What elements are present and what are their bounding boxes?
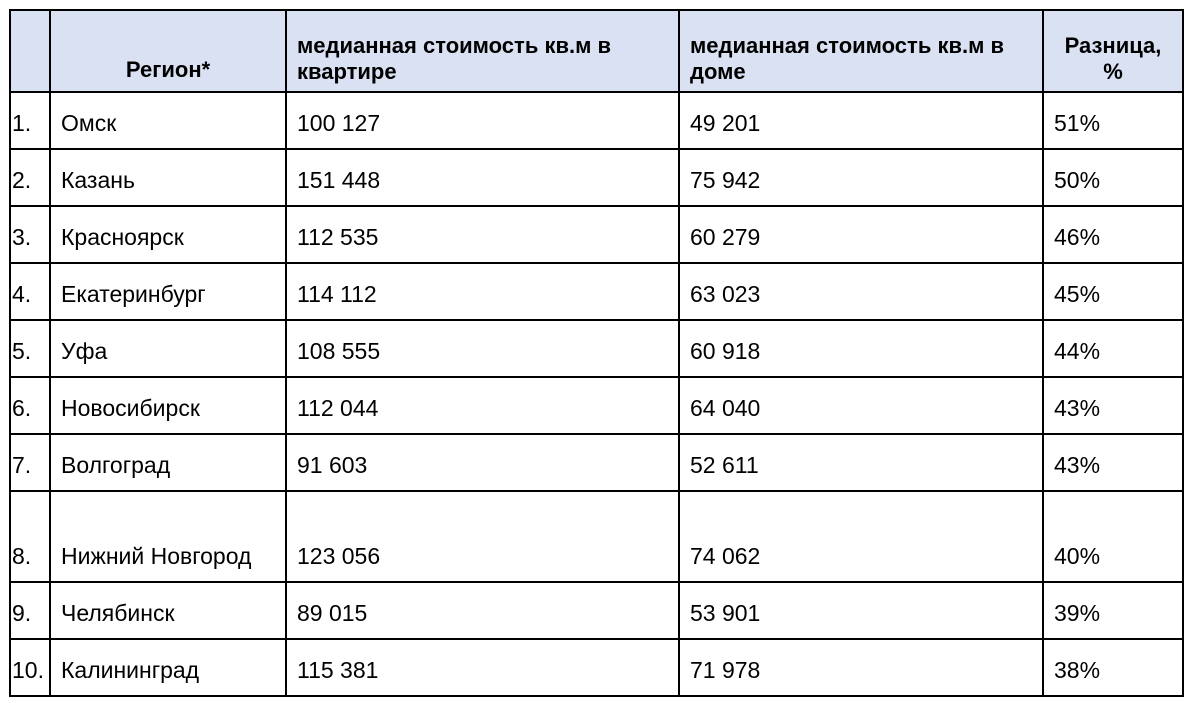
- flat-price-cell: 100 127: [286, 92, 679, 149]
- difference-cell: 45%: [1043, 263, 1183, 320]
- difference-cell: 51%: [1043, 92, 1183, 149]
- flat-price-cell: 114 112: [286, 263, 679, 320]
- flat-price-cell: 89 015: [286, 582, 679, 639]
- house-price-cell: 71 978: [679, 639, 1043, 696]
- header-difference: Разница, %: [1043, 10, 1183, 92]
- flat-price-cell: 115 381: [286, 639, 679, 696]
- table-row: [10, 320, 1183, 377]
- flat-price-cell: 151 448: [286, 149, 679, 206]
- table-row: [10, 377, 1183, 434]
- table-row: [10, 149, 1183, 206]
- region-cell: Нижний Новгород: [50, 491, 286, 582]
- region-cell: Омск: [50, 92, 286, 149]
- row-number: 4.: [10, 263, 50, 320]
- row-number: 1.: [10, 92, 50, 149]
- table-row: [10, 206, 1183, 263]
- row-number: 9.: [10, 582, 50, 639]
- row-number: 6.: [10, 377, 50, 434]
- difference-cell: 44%: [1043, 320, 1183, 377]
- header-num: [10, 10, 50, 92]
- table-row: [10, 491, 1183, 582]
- house-price-cell: 74 062: [679, 491, 1043, 582]
- difference-cell: 46%: [1043, 206, 1183, 263]
- header-flat-price: медианная стоимость кв.м в квартире: [286, 10, 679, 92]
- region-cell: Красноярск: [50, 206, 286, 263]
- house-price-cell: 52 611: [679, 434, 1043, 491]
- region-cell: Казань: [50, 149, 286, 206]
- house-price-cell: 53 901: [679, 582, 1043, 639]
- flat-price-cell: 108 555: [286, 320, 679, 377]
- difference-cell: 39%: [1043, 582, 1183, 639]
- house-price-cell: 75 942: [679, 149, 1043, 206]
- row-number: 3.: [10, 206, 50, 263]
- row-number: 2.: [10, 149, 50, 206]
- house-price-cell: 49 201: [679, 92, 1043, 149]
- row-number: 5.: [10, 320, 50, 377]
- table-row: [10, 263, 1183, 320]
- header-house-price: медианная стоимость кв.м в доме: [679, 10, 1043, 92]
- region-cell: Екатеринбург: [50, 263, 286, 320]
- house-price-cell: 60 918: [679, 320, 1043, 377]
- region-cell: Калининград: [50, 639, 286, 696]
- region-cell: Уфа: [50, 320, 286, 377]
- table-row: [10, 92, 1183, 149]
- header-region: Регион*: [50, 10, 286, 92]
- difference-cell: 43%: [1043, 377, 1183, 434]
- region-cell: Волгоград: [50, 434, 286, 491]
- row-number: 8.: [10, 491, 50, 582]
- table-row: [10, 639, 1183, 696]
- difference-cell: 43%: [1043, 434, 1183, 491]
- region-cell: Новосибирск: [50, 377, 286, 434]
- row-number: 10.: [10, 639, 50, 696]
- difference-cell: 38%: [1043, 639, 1183, 696]
- flat-price-cell: 112 535: [286, 206, 679, 263]
- table-row: [10, 434, 1183, 491]
- house-price-cell: 60 279: [679, 206, 1043, 263]
- flat-price-cell: 91 603: [286, 434, 679, 491]
- difference-cell: 40%: [1043, 491, 1183, 582]
- flat-price-cell: 112 044: [286, 377, 679, 434]
- difference-cell: 50%: [1043, 149, 1183, 206]
- house-price-cell: 63 023: [679, 263, 1043, 320]
- price-comparison-table: [9, 9, 1184, 697]
- region-cell: Челябинск: [50, 582, 286, 639]
- flat-price-cell: 123 056: [286, 491, 679, 582]
- house-price-cell: 64 040: [679, 377, 1043, 434]
- table-container: [9, 9, 1184, 697]
- table-row: [10, 582, 1183, 639]
- table-header-row: [10, 10, 1183, 92]
- row-number: 7.: [10, 434, 50, 491]
